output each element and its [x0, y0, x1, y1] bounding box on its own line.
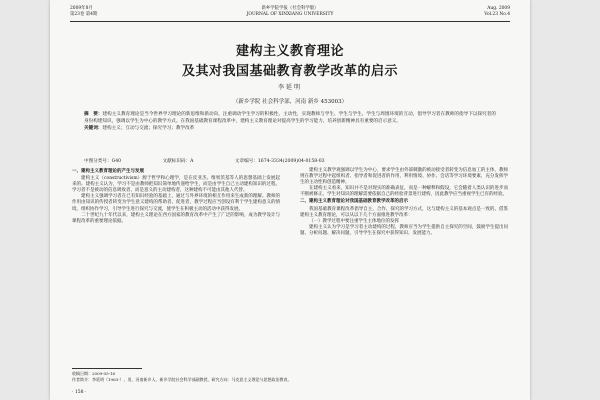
abstract-label: 摘 要： — [84, 112, 103, 117]
abstract-block — [84, 112, 496, 132]
journal-name-cn: 新乡学院学报（社会科学版） — [261, 6, 319, 11]
body-paragraph: 二十世纪九十年代以来，建构主义理论在西方国家的教育改革中产生了广泛的影响，成为教学设计与课程改革的重要理论依据。 — [72, 212, 280, 224]
header-volume-en: Vol.23 No.4 — [484, 12, 510, 17]
clc-number: 中图分类号：G40 — [84, 159, 122, 164]
paper-title-line-1: 建构主义教育理论 — [235, 44, 344, 59]
author-bio: 作者简介：李延明（1963-），男，河南新乡人，新乡学院社会科学部副教授，研究方向：马克思主义理论与思想政治教育。 — [72, 376, 292, 382]
body-column-left — [72, 168, 280, 225]
document-code: 文献标识码：A — [162, 159, 194, 164]
footnote — [72, 371, 292, 382]
article-number: 文章编号：1674-3334(2009)04-0158-03 — [234, 159, 325, 164]
header-rule — [70, 21, 510, 22]
section-heading-2: 二、建构主义教育理论对我国基础教育教学改革的启示 — [300, 199, 408, 205]
body-column-right — [300, 168, 508, 237]
page-number: · 158 · — [72, 390, 87, 395]
body-paragraph: 建构主义强调学习者在已有知识经验的基础上，通过与外界环境的相互作用来生成新的理解。教师的作用由知识的传授者转变为学生意义建构的帮助者、促进者，教学过程应当创设有利于学生建构意义的情境，组织协作学习，引导学生进行探究与交流，使学生在积极主动的活动中获得发展。 — [72, 194, 280, 212]
body-paragraph: 我国基础教育课程改革倡导自主、合作、探究的学习方式，这与建构主义的基本观点是一致的。借鉴建构主义教育理论，可以从以下几个方面推进教学改革： — [300, 206, 508, 218]
body-paragraph: 建构主义认为学习是学习者主动建构的过程，教师应当为学生提供自主探究的空间，鼓励学生提出问题、分析问题、解决问题，引导学生在探究中获得知识、发展能力。 — [300, 224, 508, 236]
header-right — [484, 6, 510, 18]
section-heading-1: 一、建构主义教育理论的产生与发展 — [72, 169, 144, 174]
abstract — [84, 112, 496, 126]
keywords-text: 建构主义；互动与交流；探究学习；教学改革 — [102, 125, 195, 131]
journal-name-en: JOURNAL OF XINXIANG UNIVERSITY — [246, 12, 334, 17]
body-paragraph: 建构主义（constructivism）源于哲学和心理学，是在皮亚杰、维果茨基等人的思想基础上发展起来的。建构主义认为，学习不是由教师把知识简单地传递给学生，而是由学生自己主动建构知识的过程。学习者不是被动的信息吸收者，而是意义的主动建构者，这种建构不可能由其他人代替。 — [72, 176, 280, 194]
header-center — [70, 6, 510, 18]
header-date: 2009年8月 — [70, 6, 93, 11]
keywords-label: 关键词： — [84, 125, 103, 131]
body-paragraph: 在建构主义看来，知识并不是对现实的准确表征，而是一种解释和假设，它会随着人类认识的进步而不断被修正。学生对知识的理解需要依据自己的经验背景进行建构，因此教学应当重视学生已有的经验。 — [300, 186, 508, 198]
author-affiliation: （新乡学院 社会科学部，河南 新乡 453003） — [232, 99, 348, 105]
paper-title-line-2: 及其对我国基础教育教学改革的启示 — [181, 64, 398, 79]
footnote-rule — [72, 368, 142, 369]
header-date-en: Aug. 2009 — [487, 6, 510, 11]
subsection-heading: （一）教学过程中要注重学生主体地位的发挥 — [309, 218, 399, 224]
author-name: 李延明 — [277, 84, 302, 91]
running-header — [70, 6, 510, 28]
body-paragraph: 建构主义教学观强调以学生为中心，要求学生由外部刺激的被动接受者转变为信息加工的主体，教师则在教学过程中起组织者、指导者和促进者的作用，利用情境、协作、会话等学习环境要素，充分发挥学生的主动性和创造精神。 — [300, 168, 508, 186]
header-volume: 第23卷 第4期 — [70, 12, 98, 17]
received-date: 收稿日期：2009-05-16 — [72, 371, 116, 376]
abstract-text: 建构主义教育理论是当今世界学习理论的新思维和新动向，注重调动学生学习的积极性、主动性，实现教师与学生、学生与学生、学生与周围环境的互动，倡导学习者在教师的指导下以探究者的身份构建知识，强调以学生为中心的教学方式。在我国基础教育课程改革中，建构主义教育理论对提高学生的学习能力、培养创新精神具有重要的启示意义。 — [84, 112, 496, 124]
journal-page — [50, 0, 530, 400]
keywords — [84, 126, 496, 133]
classification-meta — [84, 158, 496, 164]
